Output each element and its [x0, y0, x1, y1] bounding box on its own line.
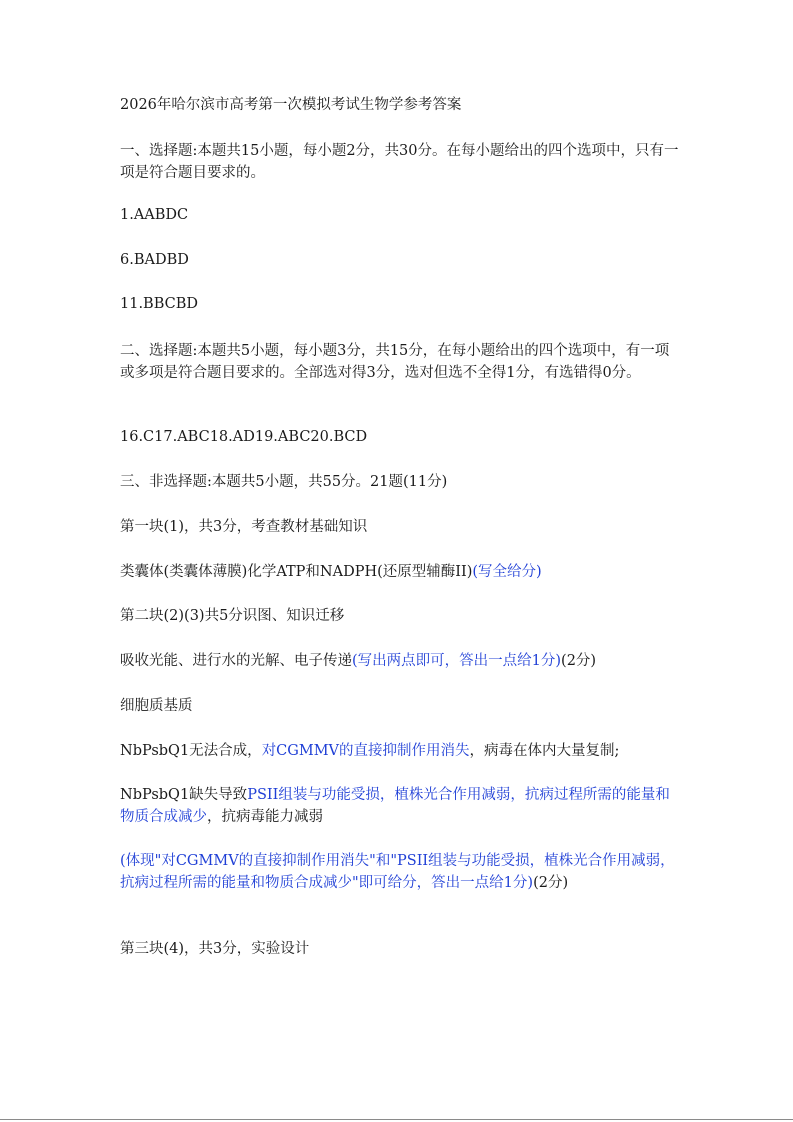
block-2-answer-a-note: (写出两点即可，答出一点给1分) [352, 653, 562, 669]
block-2-answer-a-score: (2分) [561, 653, 597, 669]
block-2-heading: 第二块(2)(3)共5分识图、知识迁移 [120, 608, 345, 624]
block-1-answer: 类囊体(类囊体薄膜)化学ATP和NADPH(还原型辅酶II)(写全给分) [120, 564, 542, 580]
block-2-note-score: (2分) [533, 875, 569, 891]
block-1-note: (写全给分) [472, 564, 542, 580]
page-bottom-rule [0, 1119, 793, 1120]
block-2-answer-a: 吸收光能、进行水的光解、电子传递(写出两点即可，答出一点给1分)(2分) [120, 653, 597, 669]
section-2-heading: 二、选择题:本题共5小题，每小题3分，共15分，在每小题给出的四个选项中，有一项或多项是符合题目要求的。全部选对得3分，选对但选不全得1分，有选错得0分。 [120, 343, 670, 381]
section-3-heading: 三、非选择题:本题共5小题，共55分。21题(11分) [120, 474, 448, 490]
block-2-answer-d: NbPsbQ1缺失导致PSII组装与功能受损，植株光合作用减弱，抗病过程所需的能量和物质合成减少，抗病毒能力减弱 [120, 787, 670, 825]
answers-1-5: 1.AABDC [120, 207, 189, 223]
block-2-answer-c-key: 对CGMMV的直接抑制作用消失 [261, 743, 470, 759]
block-2-note: (体现"对CGMMV的直接抑制作用消失"和"PSII组装与功能受损，植株光合作用减弱，抗病过程所需的能量和物质合成减少"即可给分，答出一点给1分) [120, 853, 675, 891]
answers-16-20: 16.C17.ABC18.AD19.ABC20.BCD [120, 429, 368, 445]
block-2-answer-b: 细胞质基质 [120, 698, 193, 714]
answers-6-10: 6.BADBD [120, 252, 189, 268]
block-2-answer-d-key: PSII组装与功能受损，植株光合作用减弱，抗病过程所需的能量和物质合成减少 [120, 787, 670, 825]
block-3-heading: 第三块(4)，共3分，实验设计 [120, 941, 310, 957]
block-2-scoring-note [120, 850, 680, 894]
block-2-answer-c: NbPsbQ1无法合成，对CGMMV的直接抑制作用消失，病毒在体内大量复制; [120, 743, 620, 759]
section-1-heading: 一、选择题:本题共15小题，每小题2分，共30分。在每小题给出的四个选项中，只有一项是符合题目要求的。 [120, 143, 679, 181]
answers-11-15: 11.BBCBD [120, 296, 199, 312]
document-title: 2026年哈尔滨市高考第一次模拟考试生物学参考答案 [120, 97, 462, 113]
block-1-heading: 第一块(1)，共3分，考查教材基础知识 [120, 519, 368, 535]
